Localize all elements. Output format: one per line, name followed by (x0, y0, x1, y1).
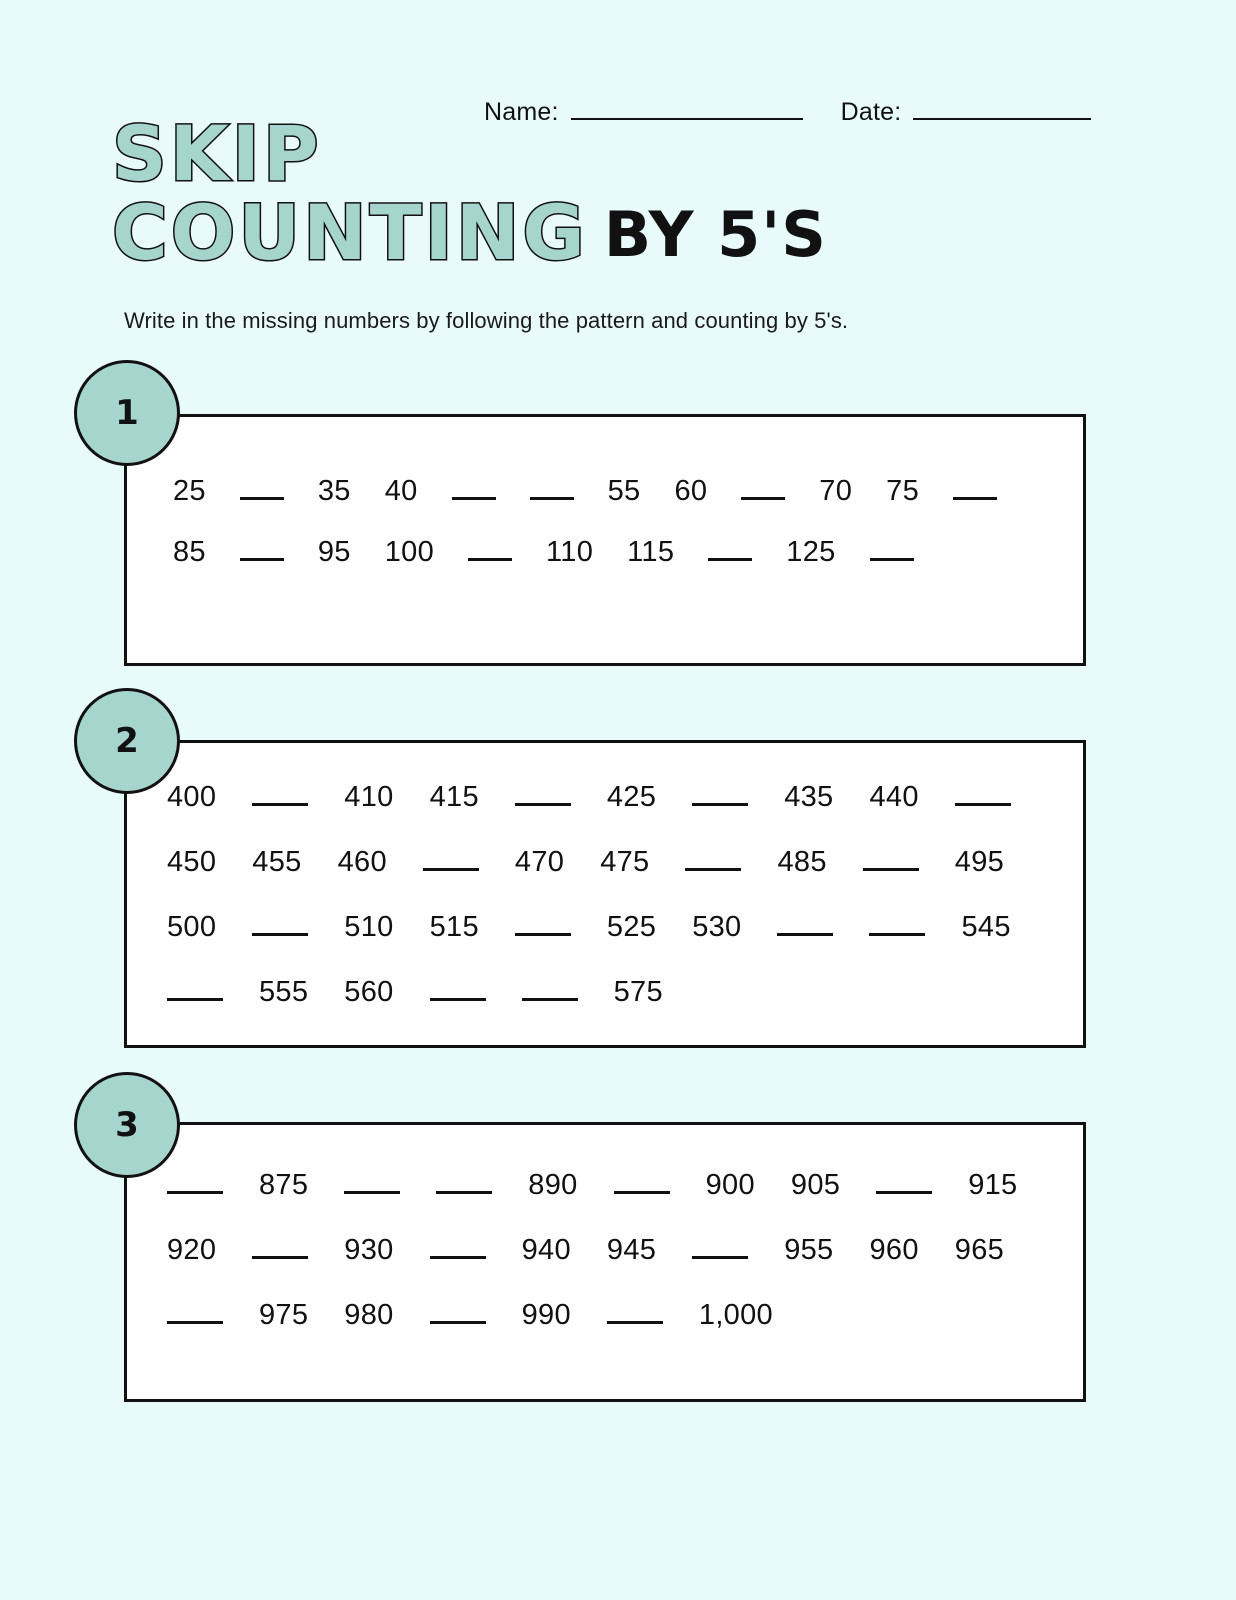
sequence-number: 500 (167, 911, 217, 943)
sequence-number: 425 (606, 781, 657, 813)
sequence-row (127, 1169, 1083, 1202)
sequence-number: 440 (869, 781, 919, 813)
sequence-number: 900 (705, 1169, 755, 1201)
answer-blank[interactable] (430, 976, 486, 1001)
sequence-number: 1,000 (698, 1299, 773, 1331)
answer-blank[interactable] (530, 475, 574, 500)
name-label: Name: (484, 98, 559, 126)
answer-blank[interactable] (252, 1234, 308, 1259)
answer-blank[interactable] (240, 536, 284, 561)
sequence-number: 875 (259, 1169, 309, 1201)
problem-rows-1 (127, 475, 1083, 569)
sequence-number: 100 (384, 536, 435, 568)
problem-badge-2: 2 (74, 688, 180, 794)
instructions: Write in the missing numbers by following the pattern and counting by 5's. (124, 308, 849, 333)
sequence-row (127, 1234, 1083, 1267)
answer-blank[interactable] (708, 536, 752, 561)
sequence-number: 965 (954, 1234, 1005, 1266)
sequence-number: 920 (167, 1234, 217, 1266)
problem-badge-3: 3 (74, 1072, 180, 1178)
sequence-row (127, 846, 1083, 879)
sequence-number: 75 (886, 475, 920, 507)
sequence-number: 70 (819, 475, 853, 507)
date-input-line[interactable] (913, 96, 1091, 120)
sequence-number: 485 (777, 846, 827, 878)
problem-rows-3 (127, 1169, 1083, 1332)
name-input-line[interactable] (571, 96, 803, 120)
sequence-number: 515 (429, 911, 479, 943)
sequence-number: 60 (674, 475, 708, 507)
answer-blank[interactable] (436, 1169, 492, 1194)
sequence-number: 555 (259, 976, 309, 1008)
answer-blank[interactable] (692, 1234, 748, 1259)
answer-blank[interactable] (876, 1169, 932, 1194)
sequence-number: 455 (252, 846, 302, 878)
answer-blank[interactable] (515, 911, 571, 936)
sequence-number: 980 (344, 1299, 394, 1331)
sequence-number: 25 (173, 475, 206, 507)
answer-blank[interactable] (515, 781, 571, 806)
answer-blank[interactable] (452, 475, 496, 500)
answer-blank[interactable] (468, 536, 512, 561)
answer-blank[interactable] (167, 1169, 223, 1194)
problem-panel-2 (124, 740, 1086, 1048)
sequence-number: 945 (606, 1234, 657, 1266)
sequence-number: 410 (344, 781, 394, 813)
answer-blank[interactable] (870, 536, 914, 561)
sequence-row (127, 976, 1083, 1009)
sequence-number: 85 (173, 536, 206, 568)
answer-blank[interactable] (692, 781, 748, 806)
sequence-number: 35 (317, 475, 351, 507)
sequence-number: 40 (384, 475, 418, 507)
date-label: Date: (840, 98, 902, 126)
title-word-counting: COUNTING (112, 187, 588, 277)
answer-blank[interactable] (252, 911, 308, 936)
sequence-number: 125 (786, 536, 836, 568)
sequence-number: 905 (790, 1169, 841, 1201)
title-word-by-5s: BY 5'S (603, 197, 827, 271)
answer-blank[interactable] (741, 475, 785, 500)
sequence-number: 470 (514, 846, 565, 878)
answer-blank[interactable] (522, 976, 578, 1001)
sequence-row (127, 781, 1083, 814)
sequence-number: 495 (954, 846, 1005, 878)
sequence-number: 560 (344, 976, 394, 1008)
answer-blank[interactable] (252, 781, 308, 806)
sequence-number: 460 (337, 846, 387, 878)
answer-blank[interactable] (430, 1299, 486, 1324)
sequence-number: 115 (627, 536, 675, 568)
sequence-number: 525 (606, 911, 657, 943)
sequence-number: 975 (259, 1299, 309, 1331)
sequence-number: 400 (167, 781, 217, 813)
sequence-number: 940 (521, 1234, 571, 1266)
sequence-row (127, 536, 1083, 569)
sequence-number: 960 (869, 1234, 919, 1266)
answer-blank[interactable] (869, 911, 925, 936)
sequence-number: 890 (528, 1169, 578, 1201)
sequence-number: 530 (692, 911, 742, 943)
sequence-number: 990 (521, 1299, 571, 1331)
sequence-number: 95 (317, 536, 351, 568)
answer-blank[interactable] (167, 976, 223, 1001)
answer-blank[interactable] (430, 1234, 486, 1259)
sequence-number: 955 (784, 1234, 834, 1266)
answer-blank[interactable] (344, 1169, 400, 1194)
answer-blank[interactable] (423, 846, 479, 871)
sequence-number: 575 (613, 976, 663, 1008)
title-line-2 (112, 187, 1112, 277)
answer-blank[interactable] (240, 475, 284, 500)
answer-blank[interactable] (953, 475, 997, 500)
sequence-number: 415 (429, 781, 479, 813)
sequence-number: 475 (600, 846, 650, 878)
answer-blank[interactable] (167, 1299, 223, 1324)
problem-panel-1 (124, 414, 1086, 666)
sequence-number: 915 (968, 1169, 1018, 1201)
answer-blank[interactable] (955, 781, 1011, 806)
title-word-skip: SKIP (112, 109, 322, 198)
answer-blank[interactable] (607, 1299, 663, 1324)
problem-badge-1: 1 (74, 360, 180, 466)
sequence-number: 545 (961, 911, 1011, 943)
sequence-number: 930 (344, 1234, 394, 1266)
sequence-number: 510 (344, 911, 394, 943)
sequence-number: 55 (607, 475, 641, 507)
sequence-row (127, 911, 1083, 944)
sequence-row (127, 1299, 1083, 1332)
problem-rows-2 (127, 781, 1083, 1009)
answer-blank[interactable] (614, 1169, 670, 1194)
answer-blank[interactable] (777, 911, 833, 936)
sequence-row (127, 475, 1083, 508)
answer-blank[interactable] (863, 846, 919, 871)
sequence-number: 110 (546, 536, 594, 568)
answer-blank[interactable] (685, 846, 741, 871)
sequence-number: 435 (784, 781, 834, 813)
sequence-number: 450 (167, 846, 217, 878)
problem-panel-3 (124, 1122, 1086, 1402)
